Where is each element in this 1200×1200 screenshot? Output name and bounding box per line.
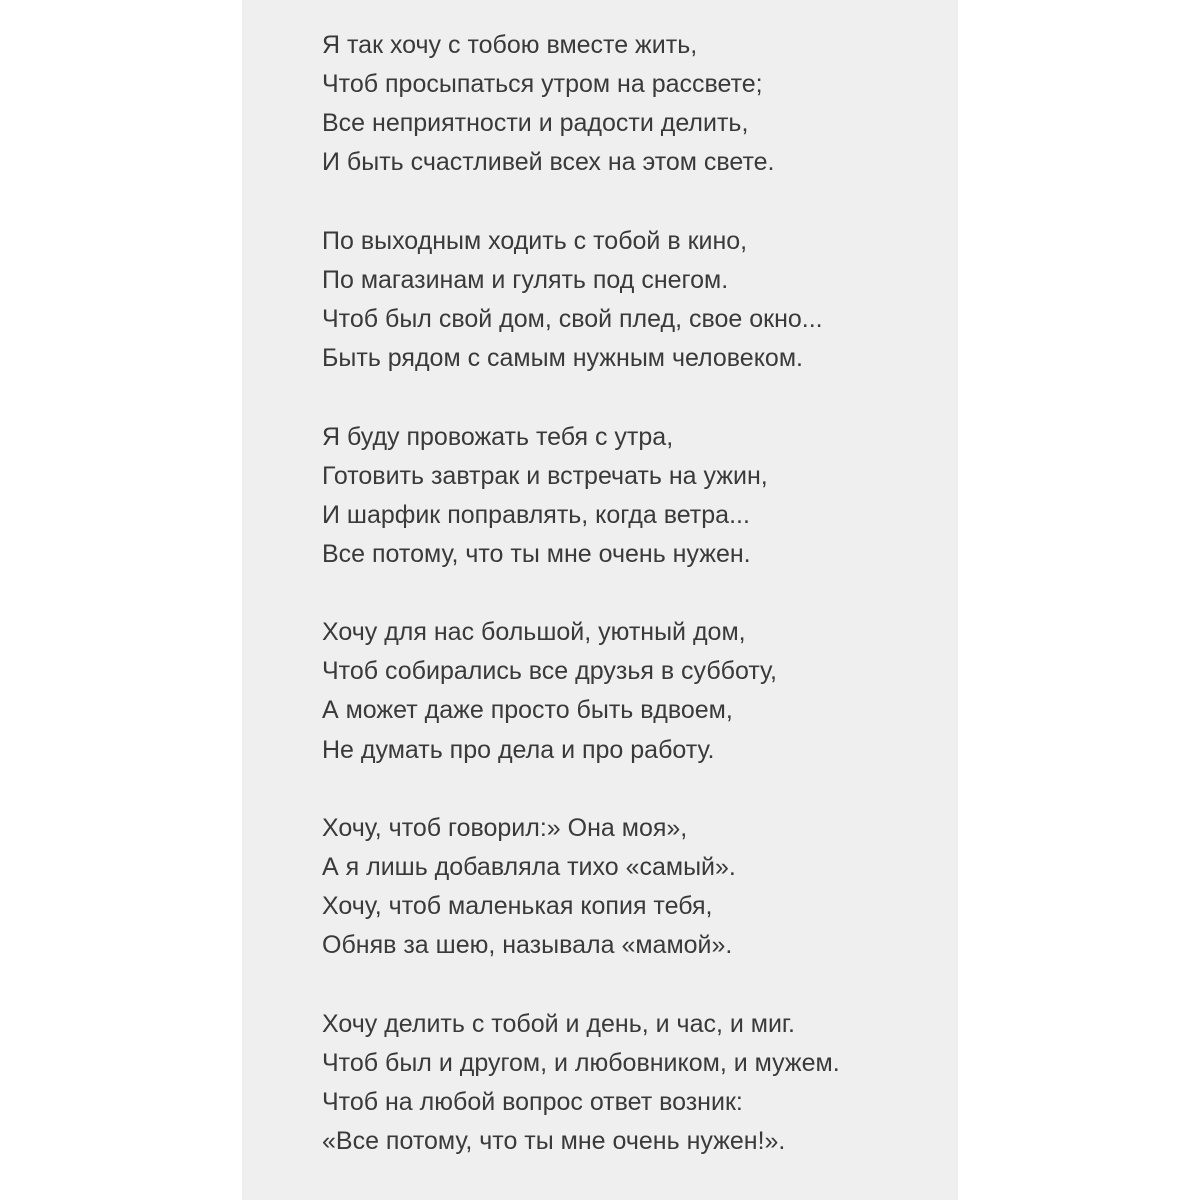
poem-line: Хочу для нас большой, уютный дом, bbox=[322, 618, 746, 647]
poem-line: Все потому, что ты мне очень нужен. bbox=[322, 539, 751, 568]
stanza bbox=[322, 613, 942, 769]
poem-line: А может даже просто быть вдвоем, bbox=[322, 696, 733, 725]
stanza bbox=[322, 418, 942, 574]
poem-line: Чтоб на любой вопрос ответ возник: bbox=[322, 1088, 743, 1117]
poem-line: Хочу делить с тобой и день, и час, и миг. bbox=[322, 1009, 795, 1038]
poem-line: Быть рядом с самым нужным человеком. bbox=[322, 344, 803, 373]
stanza bbox=[322, 222, 942, 378]
poem-line: А я лишь добавляла тихо «самый». bbox=[322, 853, 736, 882]
poem-line: Чтоб просыпаться утром на рассвете; bbox=[322, 70, 763, 99]
poem-line: По магазинам и гулять под снегом. bbox=[322, 265, 729, 294]
poem-line: Чтоб был свой дом, свой плед, свое окно... bbox=[322, 304, 823, 333]
poem-line: Чтоб был и другом, и любовником, и мужем. bbox=[322, 1048, 840, 1077]
poem-line: Все неприятности и радости делить, bbox=[322, 109, 749, 138]
poem-line: И быть счастливей всех на этом свете. bbox=[322, 148, 775, 177]
poem-line: Не думать про дела и про работу. bbox=[322, 735, 715, 764]
poem-line: «Все потому, что ты мне очень нужен!». bbox=[322, 1127, 786, 1156]
poem-line: Хочу, чтоб маленькая копия тебя, bbox=[322, 892, 713, 921]
poem-line: По выходным ходить с тобой в кино, bbox=[322, 226, 748, 255]
poem-line: Я буду провожать тебя с утра, bbox=[322, 422, 674, 451]
poem-line: Чтоб собирались все друзья в субботу, bbox=[322, 657, 778, 686]
stanza bbox=[322, 809, 942, 965]
stanza bbox=[322, 26, 942, 182]
poem-line: Обняв за шею, называла «мамой». bbox=[322, 931, 733, 960]
poem-line: Хочу, чтоб говорил:» Она моя», bbox=[322, 814, 688, 843]
poem-line: И шарфик поправлять, когда ветра... bbox=[322, 500, 750, 529]
poem-line: Я так хочу с тобою вместе жить, bbox=[322, 31, 698, 59]
stanza bbox=[322, 1005, 942, 1161]
poem-text bbox=[322, 26, 942, 1200]
poem-line: Готовить завтрак и встречать на ужин, bbox=[322, 461, 768, 490]
